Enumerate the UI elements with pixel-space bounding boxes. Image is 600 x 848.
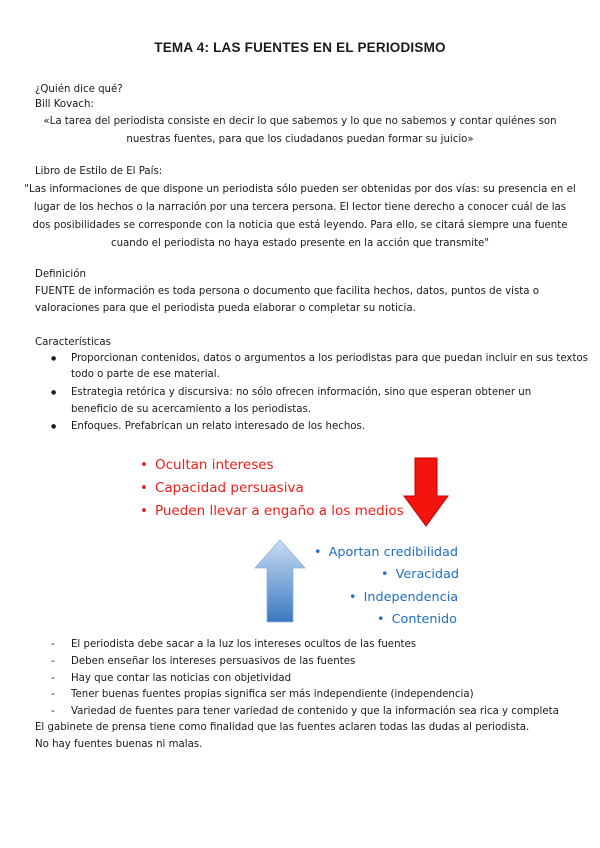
kovach-quote-line: nuestras fuentes, para que los ciudadanos puedan formar su juicio»	[126, 134, 474, 145]
characteristics-bullet: ● Enfoques. Prefabrican un relato interesado de los hechos.	[71, 420, 365, 434]
conclusion-dash-item: - El periodista debe sacar a la luz los intereses ocultos de las fuentes	[71, 638, 416, 652]
definition-line: valoraciones para que el periodista pueda elaborar o completar su noticia.	[35, 303, 416, 314]
characteristics-bullet-cont: todo o parte de ese material.	[71, 369, 220, 380]
characteristics-bullet: ● Estrategia retórica y discursiva: no sólo ofrecen información, sino que esperan obtener un	[71, 386, 531, 400]
style-book-source: Libro de Estilo de El País:	[35, 166, 163, 177]
negative-item: • Ocultan intereses	[140, 456, 274, 474]
style-book-quote-line: dos posibilidades se corresponde con la noticia que está leyendo. Para ello, se citará siempre una fuente	[32, 220, 568, 231]
conclusion-dash-item: - Hay que contar las noticias con objetividad	[71, 672, 291, 686]
positive-item: • Veracidad	[381, 566, 459, 583]
down-arrow-icon	[402, 456, 450, 528]
positive-item: • Contenido	[377, 611, 457, 628]
question-heading: ¿Quién dice qué?	[35, 84, 123, 95]
negative-item: • Pueden llevar a engaño a los medios	[140, 502, 404, 520]
positive-item: • Aportan credibilidad	[314, 544, 458, 561]
style-book-quote-line: cuando el periodista no haya estado presente en la acción que transmite"	[110, 238, 490, 249]
conclusion-dash-item: - Variedad de fuentes para tener variedad de contenido y que la información sea rica y completa	[71, 705, 559, 719]
closing-line: No hay fuentes buenas ni malas.	[35, 739, 203, 750]
author-name: Bill Kovach:	[35, 99, 94, 110]
characteristics-bullet-cont: beneficio de su acercamiento a los periodistas.	[71, 404, 312, 415]
characteristics-bullet: ● Proporcionan contenidos, datos o argumentos a los periodistas para que puedan incluir en sus textos	[71, 352, 588, 366]
style-book-quote-line: lugar de los hechos o la narración por una tercera persona. El lector tiene derecho a conocer cuál de las	[33, 202, 567, 213]
up-arrow-icon	[253, 538, 307, 624]
definition-line: FUENTE de información es toda persona o documento que facilita hechos, datos, puntos de vista o	[35, 286, 539, 297]
positive-item: • Independencia	[349, 589, 458, 606]
conclusion-dash-item: - Deben enseñar los intereses persuasivos de las fuentes	[71, 655, 355, 669]
characteristics-heading: Características	[35, 337, 111, 348]
definition-heading: Definición	[35, 269, 86, 280]
page-title: TEMA 4: LAS FUENTES EN EL PERIODISMO	[154, 40, 446, 55]
kovach-quote-line: «La tarea del periodista consiste en decir lo que sabemos y lo que no sabemos y contar quiénes son	[43, 116, 557, 127]
style-book-quote-line: "Las informaciones de que dispone un periodista sólo pueden ser obtenidas por dos vías: su presencia en el	[24, 184, 576, 195]
negative-item: • Capacidad persuasiva	[140, 479, 304, 497]
conclusion-dash-item: - Tener buenas fuentes propias significa ser más independiente (independencia)	[71, 688, 474, 702]
closing-line: El gabinete de prensa tiene como finalidad que las fuentes aclaren todas las dudas al periodista.	[35, 722, 530, 733]
